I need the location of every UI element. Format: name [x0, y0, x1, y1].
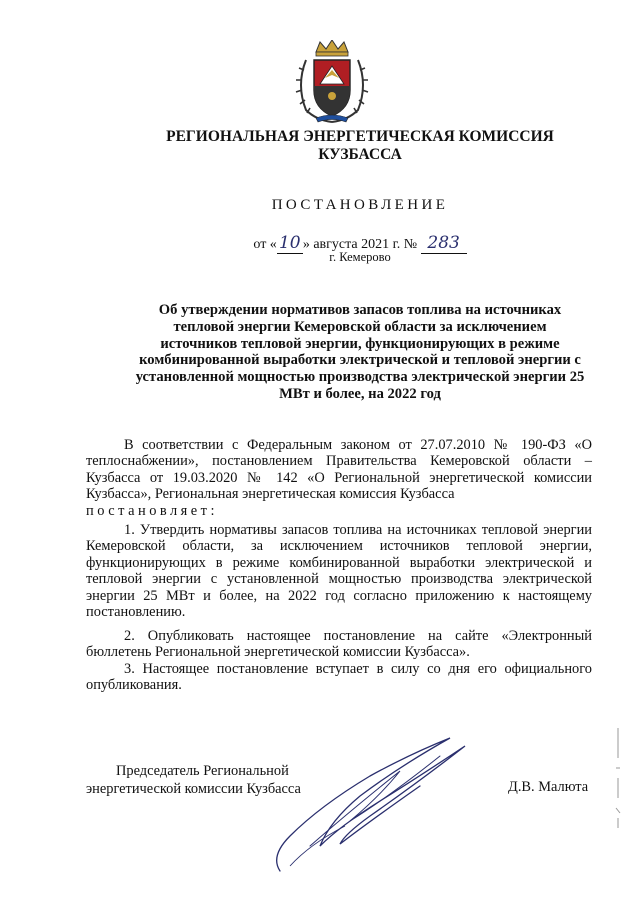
margin-mark-icon [613, 728, 623, 828]
item-1-paragraph: 1. Утвердить нормативы запасов топлива на источниках тепловой энергии Кемеровской области, за исключением источников тепловой энергии, функционирующих в режиме комбинированной выработки электрической и тепловой энергии с установленной мощностью производства электрической энергии 25 МВт и более, на 2022 год согласно приложению к настоящему постановлению. [86, 522, 592, 621]
item-2-paragraph: 2. Опубликовать настоящее постановление на сайте «Электронный бюллетень Региональной энергетической комиссии Кузбасса». [86, 628, 592, 661]
document-title: ПОСТАНОВЛЕНИЕ [271, 197, 449, 213]
decree-subject [112, 302, 608, 403]
coat-of-arms-icon [292, 40, 372, 124]
item-3-paragraph: 3. Настоящее постановление вступает в силу со дня его официального опубликования. [86, 661, 592, 694]
decree-day: 10 [277, 233, 303, 254]
subject-line: комбинированной выработки электрической и тепловой энергии с [139, 352, 581, 369]
decree-city: г. Кемерово [329, 250, 391, 264]
position-line: Председатель Региональной [116, 763, 289, 779]
subject-line: Об утверждении нормативов запасов топлива на источниках [158, 302, 562, 318]
subject-line: источников тепловой энергии, функционирующих в режиме [160, 335, 560, 352]
subject-line: установленной мощностью производства электрической энергии 25 [135, 369, 585, 386]
subject-line: тепловой энергии Кемеровской области за исключением [173, 318, 547, 335]
signatory-name: Д.В. Малюта [508, 779, 589, 795]
organization-name-line2: КУЗБАССА [318, 146, 402, 163]
decree-number: 283 [421, 233, 467, 254]
resolves-word: постановляет: [86, 503, 218, 519]
organization-name-line1: РЕГИОНАЛЬНАЯ ЭНЕРГЕТИЧЕСКАЯ КОМИССИЯ [166, 128, 554, 145]
date-middle: » августа 2021 г. № [302, 237, 418, 252]
date-prefix: от « [253, 237, 277, 252]
preamble-paragraph: В соответствии с Федеральным законом от 27.07.2010 № 190-ФЗ «О теплоснабжении», постановлением Правительства Кемеровской области – Кузбасса от 19.03.2020 № 142 «О Региональной энергетической комиссии Кузбасса», Региональная энергетическая комиссия Кузбасса [86, 437, 592, 503]
subject-line: МВт и более, на 2022 год [279, 385, 441, 402]
position-line: энергетической комиссии Кузбасса [86, 781, 301, 797]
handwritten-signature-icon [250, 726, 470, 876]
